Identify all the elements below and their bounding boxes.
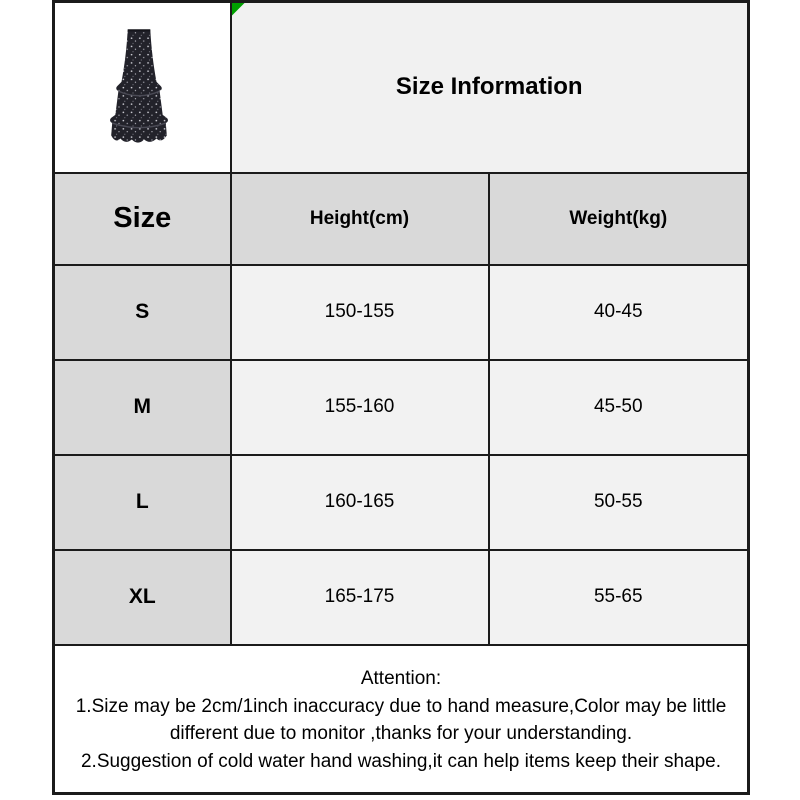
weight-value: 50-55 [489,455,749,550]
excel-corner-marker-icon [232,3,245,16]
size-label: L [54,455,231,550]
column-header-weight: Weight(kg) [489,173,749,265]
weight-value: 55-65 [489,550,749,645]
attention-heading: Attention: [360,668,442,690]
product-skirt-image [105,28,173,146]
height-value: 160-165 [231,455,489,550]
weight-value: 40-45 [489,265,749,360]
attention-line: different due to monitor ,thanks for your understanding. [169,723,633,745]
size-label: S [54,265,231,360]
column-header-height: Height(cm) [231,173,489,265]
table-row-l [54,455,749,550]
height-value: 150-155 [231,265,489,360]
table-row-xl [54,550,749,645]
page-title: Size Information [395,73,583,101]
size-table [52,0,750,795]
table-row-s [54,265,749,360]
column-header-row [54,173,749,265]
table-row-m [54,360,749,455]
attention-line: 1.Size may be 2cm/1inch inaccuracy due to hand measure,Color may be little [75,695,727,717]
size-information-title-cell [231,2,749,173]
height-value: 165-175 [231,550,489,645]
height-value: 155-160 [231,360,489,455]
size-label: M [54,360,231,455]
weight-value: 45-50 [489,360,749,455]
header-row [54,2,749,173]
column-header-size: Size [54,173,231,265]
product-image-cell [54,2,231,173]
size-label: XL [54,550,231,645]
attention-line: 2.Suggestion of cold water hand washing,it can help items keep their shape. [80,750,722,772]
attention-row [54,645,749,794]
attention-note [54,645,749,794]
